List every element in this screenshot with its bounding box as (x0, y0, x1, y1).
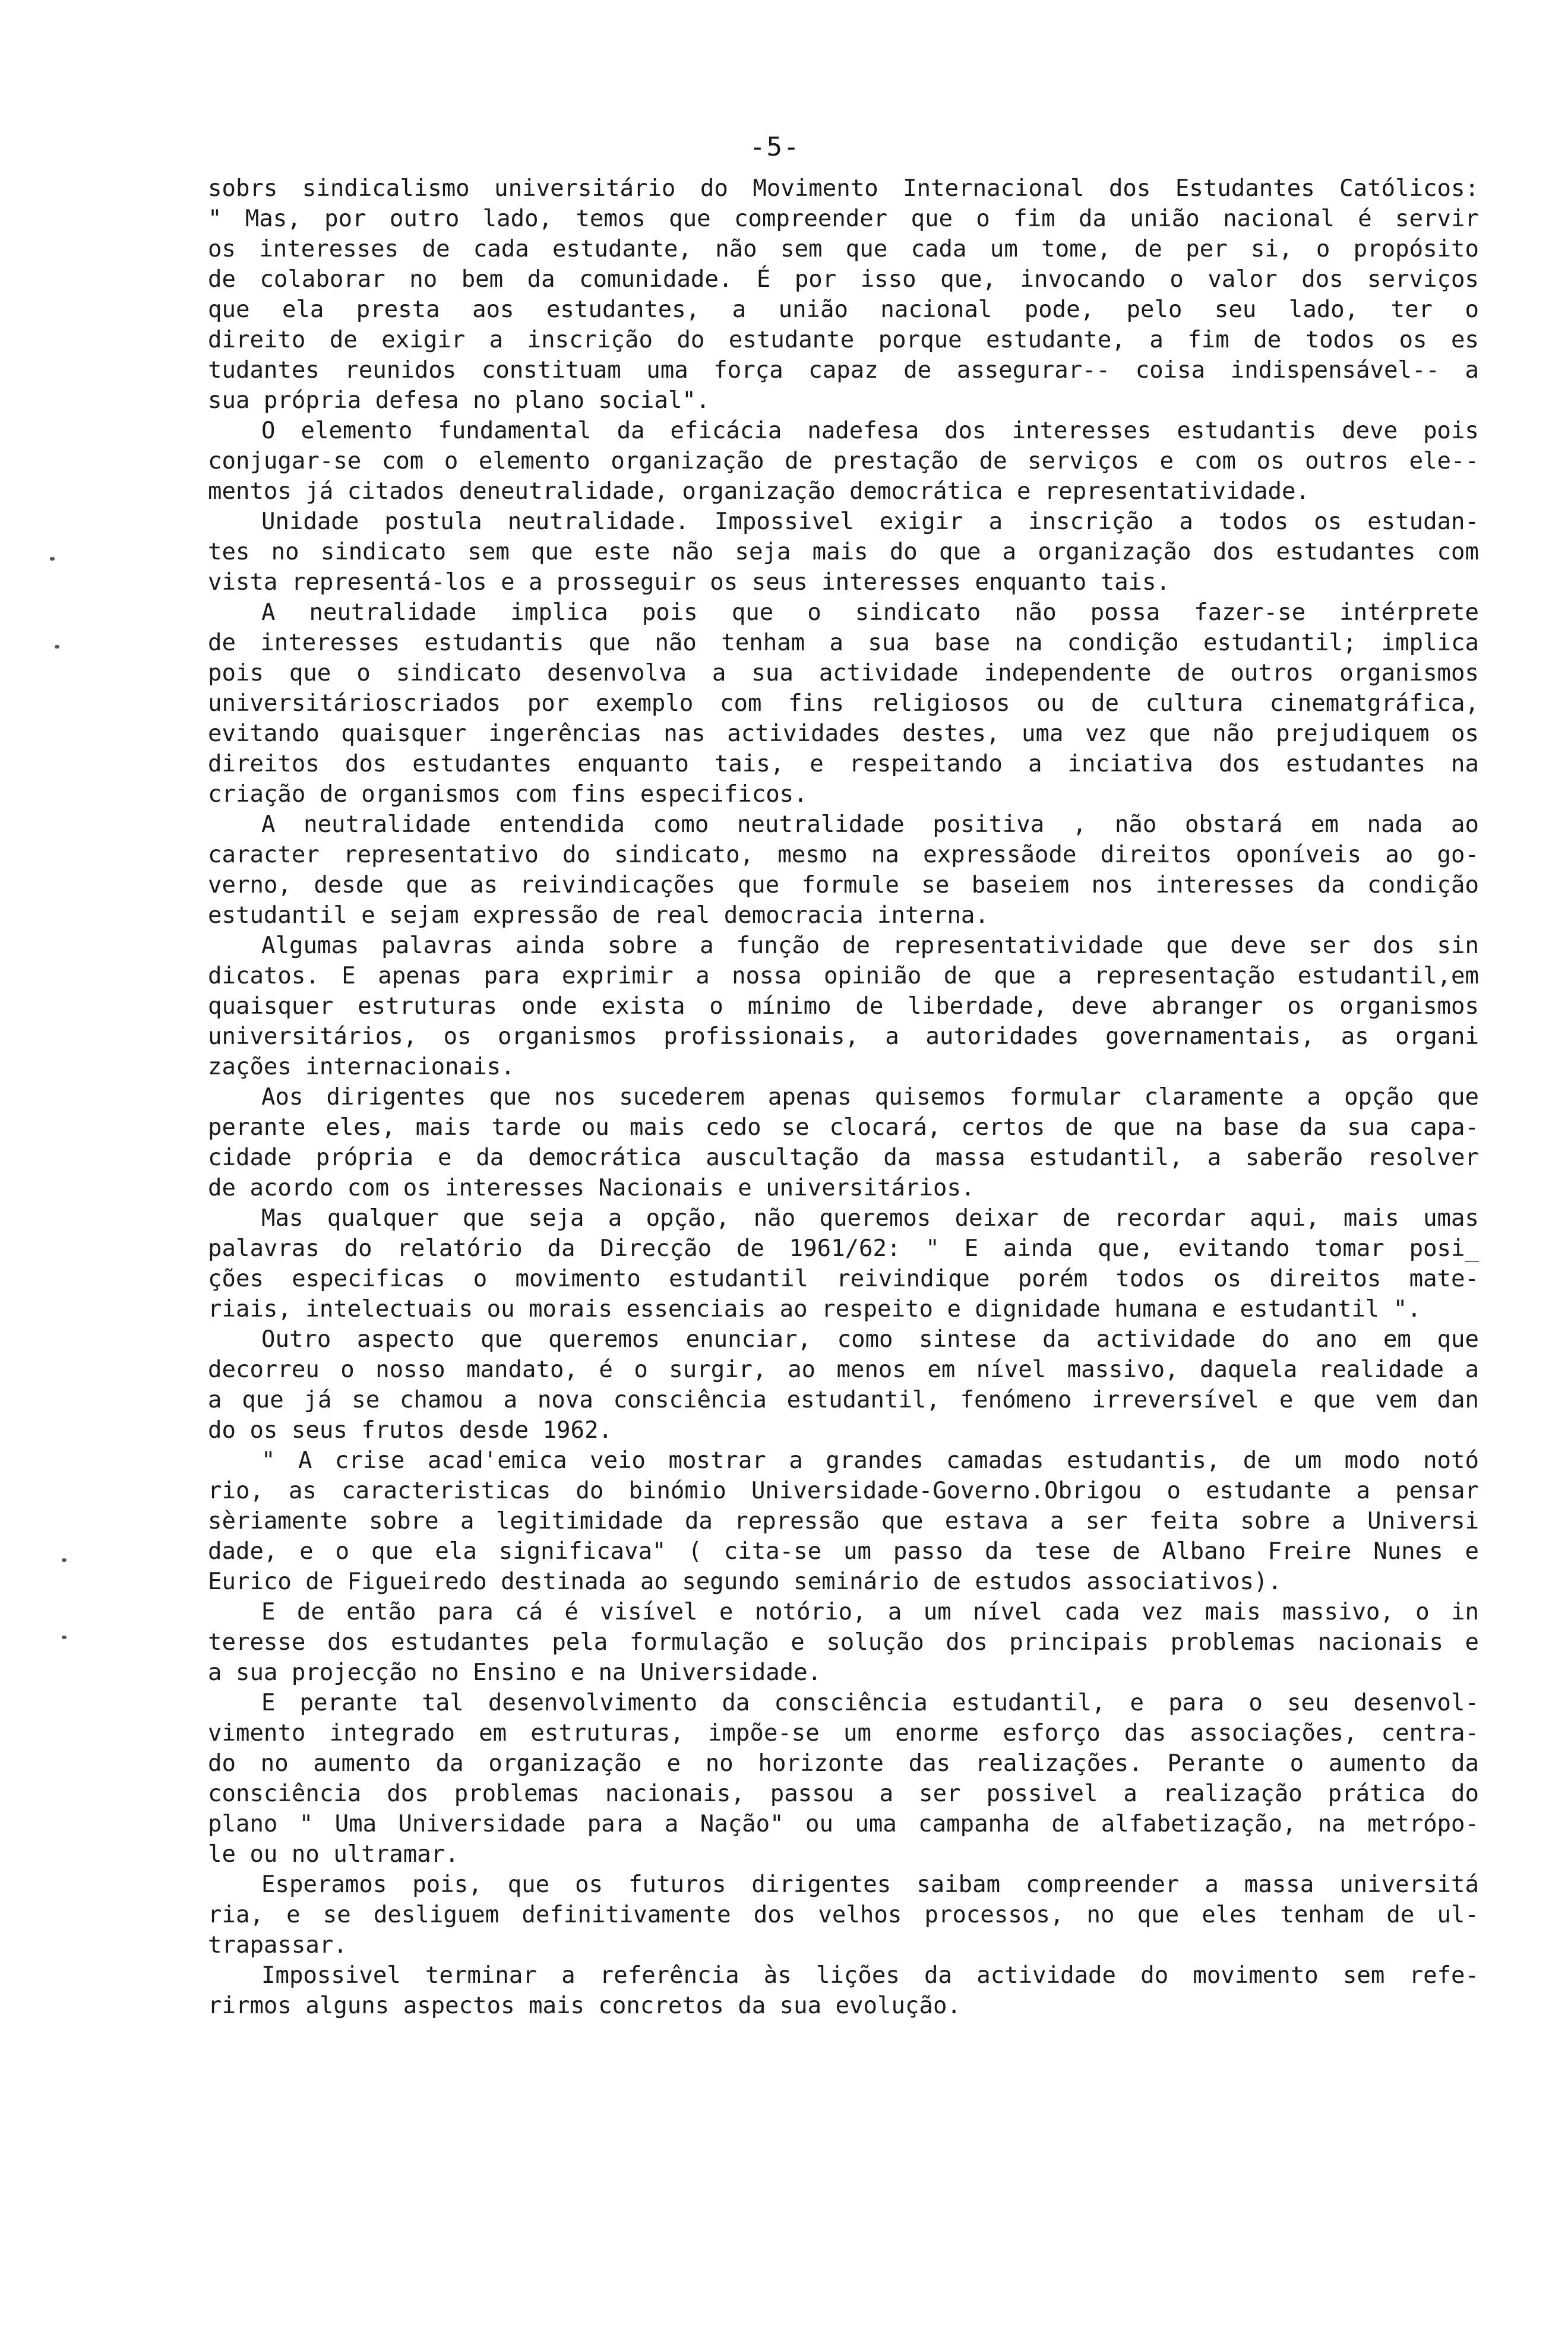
text-line: sobrs sindicalismo universitário do Movimento Internacional dos Estudantes Católicos: (208, 175, 1479, 202)
text-line: Eurico de Figueiredo destinada ao segundo seminário de estudos associativos). (208, 1568, 1282, 1595)
text-line: mentos já citados deneutralidade, organização democrática e representatividade. (208, 478, 1310, 505)
text-line: tes no sindicato sem que este não seja mais do que a organização dos estudantes com (208, 539, 1479, 565)
text-line: A neutralidade implica pois que o sindicato não possa fazer-se intérprete (261, 599, 1479, 626)
text-line: pois que o sindicato desenvolva a sua actividade independente de outros organismos (208, 660, 1479, 687)
text-line: Outro aspecto que queremos enunciar, como sintese da actividade do ano em que (261, 1326, 1479, 1353)
text-line: direitos dos estudantes enquanto tais, e respeitando a inciativa dos estudantes na (208, 751, 1479, 777)
text-line: decorreu o nosso mandato, é o surgir, ao menos em nível massivo, daquela realidade a (208, 1356, 1479, 1383)
text-line: trapassar. (208, 1932, 347, 1959)
text-line: ções especificas o movimento estudantil reivindique porém todos os direitos mate- (208, 1266, 1479, 1292)
text-line: rio, as caracteristicas do binómio Universidade-Governo.Obrigou o estudante a pensar (208, 1478, 1479, 1504)
scan-speck (50, 557, 55, 561)
text-line: Aos dirigentes que nos sucederem apenas quisemos formular claramente a opção que (261, 1084, 1479, 1111)
text-line: de interesses estudantis que não tenham a sua base na condição estudantil; implica (208, 630, 1479, 656)
text-line: " Mas, por outro lado, temos que compreender que o fim da união nacional é servir (208, 205, 1479, 232)
text-line: caracter representativo do sindicato, mesmo na expressãode direitos oponíveis ao go- (208, 842, 1479, 868)
text-line: de colaborar no bem da comunidade. É por isso que, invocando o valor dos serviços (208, 266, 1479, 293)
text-line: do os seus frutos desde 1962. (208, 1417, 612, 1444)
text-line: le ou no ultramar. (208, 1841, 459, 1868)
text-line: Impossivel terminar a referência às lições da actividade do movimento sem refe- (261, 1962, 1479, 1989)
text-line: vimento integrado em estruturas, impõe-se um enorme esforço das associações, centra- (208, 1720, 1479, 1747)
text-line: a sua projecção no Ensino e na Universidade. (208, 1659, 822, 1686)
text-line: Esperamos pois, que os futuros dirigentes saibam compreender a massa universitá (261, 1871, 1479, 1898)
text-line: sèriamente sobre a legitimidade da repressão que estava a ser feita sobre a Universi (208, 1508, 1479, 1535)
text-line: verno, desde que as reivindicações que formule se baseiem nos interesses da condição (208, 872, 1479, 899)
scan-speck (55, 645, 59, 649)
text-line: evitando quaisquer ingerências nas actividades destes, uma vez que não prejudiquem os (208, 720, 1479, 747)
text-line: cidade própria e da democrática auscultação da massa estudantil, a saberão resolver (208, 1144, 1479, 1171)
text-line: plano " Uma Universidade para a Nação" ou uma campanha de alfabetização, na metrópo- (208, 1811, 1479, 1837)
text-line: estudantil e sejam expressão de real democracia interna. (208, 902, 989, 929)
text-line: palavras do relatório da Direcção de 1961/62: " E ainda que, evitando tomar posi_ (208, 1235, 1479, 1262)
text-line: a que já se chamou a nova consciência estudantil, fenómeno irreversível e que vem dan (208, 1387, 1479, 1413)
scan-speck (62, 1558, 67, 1562)
text-line: criação de organismos com fins especificos. (208, 781, 808, 808)
text-line: direito de exigir a inscrição do estudante porque estudante, a fim de todos os es (208, 327, 1479, 353)
text-line: Unidade postula neutralidade. Impossivel exigir a inscrição a todos os estudan- (261, 508, 1479, 535)
text-line: vista representá-los e a prosseguir os seus interesses enquanto tais. (208, 569, 1171, 596)
text-line: E perante tal desenvolvimento da consciência estudantil, e para o seu desenvol- (261, 1690, 1479, 1716)
text-line: ria, e se desliguem definitivamente dos velhos processos, no que eles tenham de ul- (208, 1902, 1479, 1928)
text-line: A neutralidade entendida como neutralidade positiva , não obstará em nada ao (261, 811, 1479, 838)
text-line: que ela presta aos estudantes, a união nacional pode, pelo seu lado, ter o (208, 296, 1479, 323)
text-line: de acordo com os interesses Nacionais e universitários. (208, 1175, 975, 1201)
text-line: Algumas palavras ainda sobre a função de representatividade que deve ser dos sin (261, 932, 1479, 959)
text-line: sua própria defesa no plano social". (208, 387, 710, 414)
text-line: dicatos. E apenas para exprimir a nossa opinião de que a representação estudantil,em (208, 963, 1479, 989)
text-line: Mas qualquer que seja a opção, não queremos deixar de recordar aqui, mais umas (261, 1205, 1479, 1232)
text-line: rirmos alguns aspectos mais concretos da sua evolução. (208, 1992, 961, 2019)
text-line: " A crise acad'emica veio mostrar a grandes camadas estudantis, de um modo notó (261, 1447, 1479, 1474)
scan-speck (62, 1636, 67, 1639)
text-line: consciência dos problemas nacionais, passou a ser possivel a realização prática do (208, 1780, 1479, 1807)
text-line: quaisquer estruturas onde exista o mínimo de liberdade, deve abranger os organismos (208, 993, 1479, 1020)
text-line: teresse dos estudantes pela formulação e solução dos principais problemas nacionais e (208, 1629, 1479, 1656)
text-line: tudantes reunidos constituam uma força capaz de assegurar-- coisa indispensável-- a (208, 357, 1479, 384)
text-line: E de então para cá é visível e notório, a um nível cada vez mais massivo, o in (261, 1599, 1479, 1625)
text-line: os interesses de cada estudante, não sem que cada um tome, de per si, o propósito (208, 236, 1479, 262)
text-line: perante eles, mais tarde ou mais cedo se clocará, certos de que na base da sua capa- (208, 1114, 1479, 1141)
text-line: conjugar-se com o elemento organização de prestação de serviços e com os outros ele-- (208, 448, 1479, 475)
text-line: do no aumento da organização e no horizonte das realizações. Perante o aumento da (208, 1750, 1479, 1777)
text-line: O elemento fundamental da eficácia nadefesa dos interesses estudantis deve pois (261, 417, 1479, 444)
text-line: zações internacionais. (208, 1054, 515, 1080)
text-line: universitários, os organismos profissionais, a autoridades governamentais, as organi (208, 1023, 1479, 1050)
text-line: riais, intelectuais ou morais essenciais ao respeito e dignidade humana e estudantil ". (208, 1296, 1421, 1323)
body-text (208, 173, 1479, 2021)
text-line: dade, e o que ela significava" ( cita-se um passo da tese de Albano Freire Nunes e (208, 1538, 1479, 1565)
page-number: -5- (750, 132, 801, 162)
text-line: universitárioscriados por exemplo com fins religiosos ou de cultura cinematgráfica, (208, 690, 1479, 717)
